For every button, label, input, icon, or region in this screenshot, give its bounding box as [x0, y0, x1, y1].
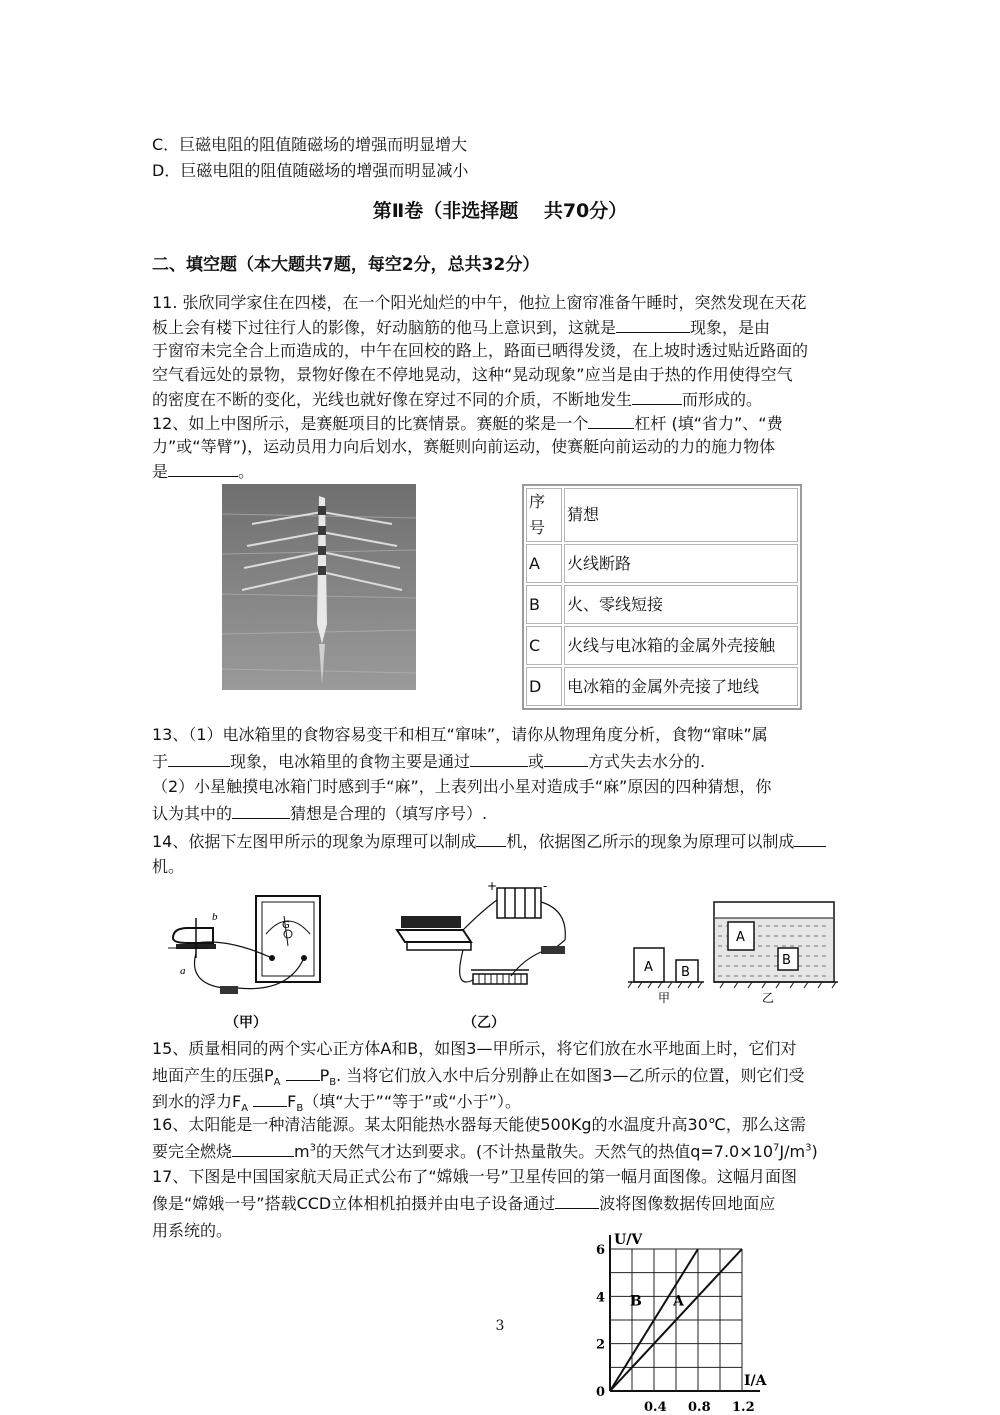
page-number: 3 [495, 1318, 505, 1334]
y-tick-label: 6 [596, 1243, 606, 1258]
answer-blank[interactable] [588, 410, 634, 429]
q17-line-3: 用系统的。 [152, 1221, 233, 1240]
figure-yi-label: （乙） [463, 1015, 505, 1031]
table-row [526, 667, 798, 706]
block-a-water-label: A [736, 930, 745, 945]
table-cell: D [526, 667, 562, 706]
block-b-label: B [681, 965, 690, 980]
table-cell: 电冰箱的金属外壳接了地线 [564, 667, 798, 706]
table-row [526, 626, 798, 665]
ground-jia-label: 甲 [658, 991, 671, 1005]
y-tick-label: 2 [596, 1337, 606, 1353]
answer-blank[interactable] [253, 1088, 287, 1107]
answer-blank[interactable] [470, 748, 528, 767]
x-tick-label: 0.4 [644, 1400, 667, 1415]
section-title: 二、填空题（本大题共7题，每空2分，总共32分） [152, 255, 540, 275]
label-b: b [212, 911, 218, 923]
answer-blank[interactable] [168, 748, 230, 767]
motor-circuit-figure [393, 880, 579, 1006]
answer-blank[interactable] [632, 386, 682, 405]
q12-line-3: 是 。 [152, 458, 254, 485]
rowing-boat-photo [222, 484, 416, 690]
q17-line-2: 像是“嫦娥一号”搭载CCD立体相机拍摄并由电子设备通过 波将图像数据传回地面应 [152, 1190, 775, 1217]
answer-blank[interactable] [794, 828, 826, 847]
svg-text:-: - [543, 880, 548, 893]
q11-line-1: 11. 张欣同学家住在四楼，在一个阳光灿烂的中午，他拉上窗帘准备午睡时，突然发现在天花 [152, 293, 807, 312]
q12-line-2: 力”或“等臂”)，运动员用力向后划水，赛艇则向前运动，使赛艇向前运动的力的施力物体 [152, 437, 776, 456]
answer-blank[interactable] [232, 800, 290, 819]
q11-line-5: 的密度在不断的变化，光线也就好像在穿过不同的介质，不断地发生 而形成的。 [152, 386, 762, 413]
answer-blank[interactable] [168, 458, 238, 477]
q14-line-1: 14、依据下左图甲所示的现象为原理可以制成 机，依据图乙所示的现象为原理可以制成 [152, 828, 826, 855]
block-b-water-label: B [782, 953, 791, 968]
y-tick-label: 0 [596, 1385, 606, 1400]
q15-line-2: 地面产生的压强$P_A$ $P_B$. 当将它们放入水中后分别静止在如图3—乙所示的位置，则它们受 [152, 1062, 804, 1089]
table-header-cell: 序号 [526, 488, 562, 542]
table-cell: 火、零线短接 [564, 585, 798, 624]
y-tick-label: 4 [596, 1290, 606, 1306]
part-title: 第Ⅱ卷（非选择题 共70分） [372, 200, 628, 222]
label-g: G [282, 920, 290, 931]
table-row [526, 544, 798, 583]
answer-blank[interactable] [286, 1062, 320, 1081]
answer-blank[interactable] [616, 314, 690, 333]
table-header-row [526, 488, 798, 542]
q15-line-1: 15、质量相同的两个实心正方体A和B，如图3—甲所示，将它们放在水平地面上时，它们对 [152, 1039, 797, 1058]
block-a-label: A [644, 960, 653, 975]
q16-line-2: 要完全燃烧 $m^3$的天然气才达到要求。(不计热量散失。天然气的热值$q=7.0\times 10^7J/m^3$) [152, 1138, 818, 1165]
q11-line-2: 板上会有楼下过往行人的影像，好动脑筋的他马上意识到，这就是 现象，是由 [152, 314, 770, 341]
answer-blank[interactable] [555, 1190, 599, 1209]
series-label-a: A [673, 1293, 684, 1310]
table-cell: 火线断路 [564, 544, 798, 583]
q13-line-2: 于 现象，电冰箱里的食物主要是通过 或 方式失去水分的. [152, 748, 705, 775]
table-header-cell: 猜想 [564, 488, 798, 542]
table-row [526, 585, 798, 624]
answer-blank[interactable] [544, 748, 588, 767]
table-cell: B [526, 585, 562, 624]
q12-line-1: 12、如上中图所示，是赛艇项目的比赛情景。赛艇的桨是一个 杠杆 (填“省力”、“费 [152, 410, 783, 437]
q11-line-3: 于窗帘未完全合上而造成的，中午在回校的路上，路面已晒得发烫，在上坡时透过贴近路面的 [152, 341, 809, 360]
answer-blank[interactable] [476, 828, 506, 847]
q13-line-4: 认为其中的 猜想是合理的（填写序号）. [152, 800, 487, 827]
q11-line-4: 空气看远处的景物，景物好像在不停地晃动，这种“晃动现象”应当是由于热的作用使得空气 [152, 365, 793, 384]
y-axis-label: U/V [614, 1232, 643, 1248]
x-tick-label: 0.8 [688, 1400, 711, 1415]
label-a: a [180, 965, 186, 977]
q17-line-1: 17、下图是中国国家航天局正式公布了“嫦娥一号”卫星传回的第一幅月面图像。这幅月面图 [152, 1167, 797, 1186]
q16-line-1: 16、太阳能是一种清洁能源。某太阳能热水器每天能使500Kg的水温度升高30℃，那么这需 [152, 1115, 806, 1134]
q15-line-3: 到水的浮力$F_A$ $F_B$（填“大于”“等于”或“小于”）。 [152, 1088, 521, 1115]
svg-text:+: + [487, 880, 498, 893]
x-axis-label: I/A [744, 1373, 767, 1389]
option-d: D．巨磁电阻的阻值随磁场的增强而明显减小 [152, 161, 469, 180]
option-c: C．巨磁电阻的阻值随磁场的增强而明显增大 [152, 135, 468, 154]
answer-blank[interactable] [232, 1138, 294, 1157]
table-cell: C [526, 626, 562, 665]
q13-line-1: 13、（1）电冰箱里的食物容易变干和相互“窜味”，请你从物理角度分析，食物“窜味”属 [152, 725, 768, 744]
ground-yi-label: 乙 [762, 991, 775, 1005]
x-tick-label: 1.2 [732, 1400, 755, 1415]
series-label-b: B [630, 1293, 642, 1310]
table-cell: 火线与电冰箱的金属外壳接触 [564, 626, 798, 665]
galvanometer-figure [168, 888, 328, 1006]
q13-line-3: （2）小星触摸电冰箱门时感到手“麻”，上表列出小星对造成手“麻”原因的四种猜想，你 [152, 777, 772, 796]
table-cell: A [526, 544, 562, 583]
buoyancy-figure [628, 896, 840, 1008]
q14-line-2: 机。 [152, 857, 185, 876]
figure-jia-label: （甲） [225, 1015, 267, 1031]
guess-table [522, 484, 802, 710]
